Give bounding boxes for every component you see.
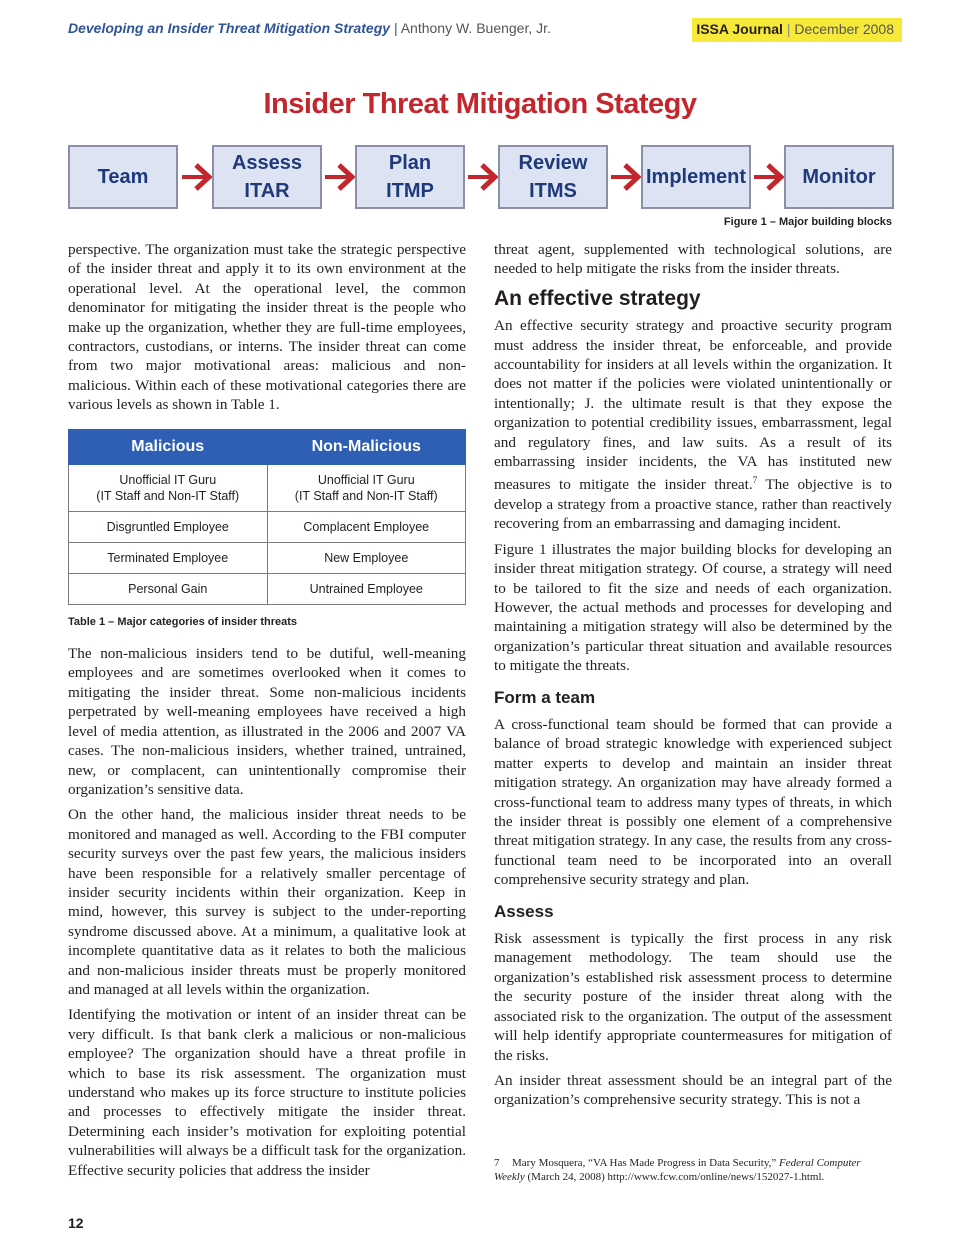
- paragraph: Figure 1 illustrates the major building blocks for developing an insider threat mitigation strategy. Of course, a strategy will need to be tailored to fit the size and needs of each organization. However, the actual methods and processes for developing and maintaining a mitigation strategy will also be determined by the organization’s particular threat situation and available resources to mitigate the threats.: [494, 540, 892, 675]
- flow-box-label: Team: [97, 166, 149, 188]
- footnote-number: 7: [494, 1157, 500, 1169]
- arrow-right-icon: [180, 160, 214, 194]
- header-article-title: Developing an Insider Threat Mitigation Strategy: [68, 20, 391, 36]
- paragraph: threat agent, supplemented with technological solutions, are needed to help mitigate the risks from the insider threats.: [494, 241, 892, 278]
- flow-box-label: Plan: [388, 152, 432, 174]
- subsection-heading: Form a team: [494, 687, 596, 707]
- header-issue-separator: |: [782, 21, 795, 37]
- table-row: [69, 464, 466, 511]
- flow-box-label: Monitor: [802, 166, 876, 188]
- header-article-info: [68, 20, 551, 36]
- flow-box-sublabel: ITMS: [529, 180, 577, 202]
- left-column: [68, 240, 466, 1186]
- flow-box-label: Review: [518, 152, 588, 174]
- paragraph: On the other hand, the malicious insider threat needs to be monitored and managed as well. According to the FBI computer security surveys over the past few years, the malicious insiders have been responsible for a relatively smaller percentage of insider security incidents within their organization. Keep in mind, however, this survey is subject to the under-reporting syndrome discussed above. At a minimum, a qualitative look at incomplete quantitative data as it relates to both the malicious and non-malicious insider threats must be properly monitored and managed at all levels within the organization.: [68, 806, 466, 998]
- table-cell: Untrained Employee: [267, 573, 466, 604]
- footnote-source: Federal Computer Weekly: [494, 1157, 861, 1183]
- paragraph: Risk assessment is typically the first process in any risk management methodology. The team should use the organization’s established risk assessment process to determine the security posture of the insider threat along with the associated risk to the organization. The output of the assessment will help identify appropriate countermeasures for mitigation of the risks.: [494, 930, 892, 1064]
- table-cell: Disgruntled Employee: [69, 511, 268, 542]
- right-column: [494, 240, 892, 1116]
- header-journal-badge: [692, 18, 902, 42]
- page-number: 12: [68, 1215, 84, 1231]
- table-caption: Table 1 – Major categories of insider threats: [68, 615, 298, 628]
- header-journal: ISSA Journal: [696, 21, 783, 37]
- paragraph: The non-malicious insiders tend to be dutiful, well-meaning employees and are sometimes overlooked when it comes to mitigating the insider threat. Some non-malicious incidents perpetrated by well-meaning employees have received a high level of media attention, as illustrated in the 2006 and 2007 VA cases. The non-malicious insiders, whether trained, untrained, new, or complacent, can unintentionally compromise their organization’s sensitive data.: [68, 645, 466, 798]
- paragraph-text: An effective security strategy and proactive security program must address the insider threat, be enforceable, and provide accountability for insiders at all levels within the organization. It does not matter if the policies were violated unintentionally or intentionally; J. the ultimate result is that they expose the organization to potential credibility issues, embarrassment, legal and regulatory fines, and law suits. As a result of its embarrassing insider incidents, the VA has instituted new measures to mitigate the insider threat.: [494, 317, 892, 494]
- flow-box-implement: [641, 145, 751, 209]
- header-issue: December 2008: [794, 21, 894, 37]
- arrow-right-icon: [323, 160, 357, 194]
- paragraph: Identifying the motivation or intent of an insider threat can be very difficult. Is that bank clerk a malicious or non-malicious employee? The organization should have a threat profile in which to base its risk assessment. The organization must understand who makes up its force structure to institute policies and processes to effectively mitigate the insider threat. Determining each insider’s motivation for exploiting potential vulnerabilities will always be a difficult task for the organization. Effective security policies that address the insider: [68, 1006, 466, 1179]
- flow-box-sublabel: ITAR: [244, 180, 290, 202]
- figure-title: Insider Threat Mitigation Stategy: [263, 88, 697, 120]
- table-cell: Terminated Employee: [69, 542, 268, 573]
- paragraph: A cross-functional team should be formed that can provide a balance of broad strategic knowledge with experienced subject matter experts to develop and maintain an insider threat mitigation strategy. An organization may have already formed a cross-functional team to address many types of threats, in which the insider threat is possibly one element of a comprehensive threat mitigation strategy. In any case, the results from any cross-functional team need to be incorporated into an overall comprehensive security strategy and plan.: [494, 716, 892, 889]
- paragraph: [494, 316, 892, 534]
- header-author: Anthony W. Buenger, Jr.: [400, 20, 551, 36]
- section-heading: An effective strategy: [494, 286, 701, 310]
- table-row: [69, 573, 466, 604]
- header-separator: |: [390, 20, 401, 36]
- flow-box-label: Implement: [645, 166, 747, 188]
- table-cell: Personal Gain: [69, 573, 268, 604]
- table-row: [69, 542, 466, 573]
- arrow-right-icon: [752, 160, 786, 194]
- flow-box-monitor: [784, 145, 894, 209]
- table-cell: Complacent Employee: [267, 511, 466, 542]
- flow-box-plan: [355, 145, 465, 209]
- footnote-ref: 7: [752, 475, 758, 486]
- running-header: [62, 18, 902, 42]
- table-cell: Unofficial IT Guru (IT Staff and Non-IT Staff): [69, 464, 268, 511]
- flow-box-label: Assess: [231, 152, 303, 174]
- footnote-text-end: (March 24, 2008) http://www.fcw.com/online/news/152027-1.html.: [524, 1171, 825, 1183]
- figure-caption: Figure 1 – Major building blocks: [723, 216, 892, 228]
- insider-threat-table: [68, 429, 466, 605]
- arrow-right-icon: [609, 160, 643, 194]
- footnote: [494, 1156, 892, 1184]
- paragraph: perspective. The organization must take the strategic perspective of the insider threat and apply it to its own environment at the operational level. At the operational level, the common denominator for mitigating the insider threat is the people who make up the organization, whether they are full-time employees, contractors, custodians, or interns. The insider threat can come from two major motivational areas: malicious and non-malicious. Within each of these motivational categories there are various levels as shown in Table 1.: [68, 241, 466, 414]
- table-cell: New Employee: [267, 542, 466, 573]
- subsection-heading: Assess: [494, 901, 554, 921]
- flow-box-review: [498, 145, 608, 209]
- table-cell: Unofficial IT Guru (IT Staff and Non-IT Staff): [267, 464, 466, 511]
- flow-box-team: [68, 145, 178, 209]
- footnote-text: Mary Mosquera, “VA Has Made Progress in Data Security,”: [512, 1157, 779, 1169]
- paragraph: An insider threat assessment should be an integral part of the organization’s comprehensive security strategy. This is not a: [494, 1071, 892, 1109]
- table-row: [69, 511, 466, 542]
- flow-box-sublabel: ITMP: [386, 180, 434, 202]
- arrow-right-icon: [466, 160, 500, 194]
- table-header-malicious: Malicious: [69, 429, 268, 464]
- flow-box-assess: [212, 145, 322, 209]
- table-header-non-malicious: Non-Malicious: [267, 429, 466, 464]
- paragraph-text: The objective is to develop a strategy from a proactive stance, rather than reactively recovering from an embarrassing and damaging incident.: [494, 476, 892, 533]
